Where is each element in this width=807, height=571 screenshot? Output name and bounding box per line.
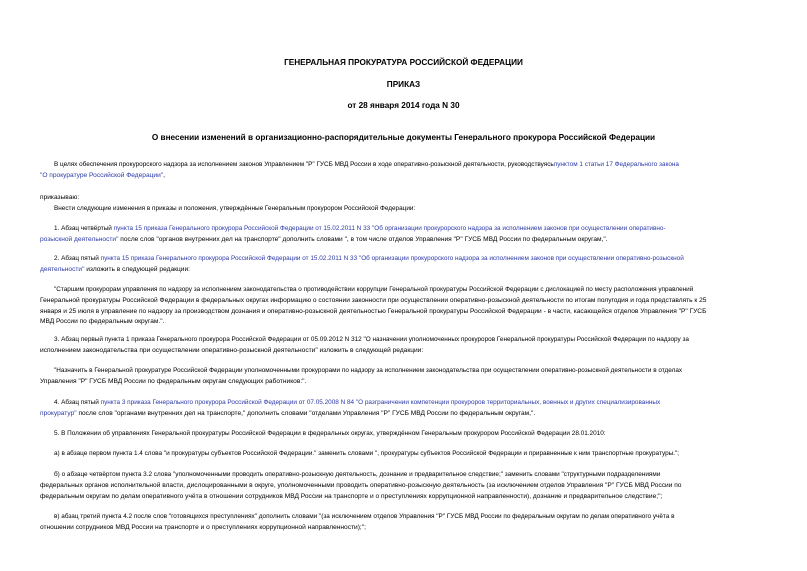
preamble-line	[40, 171, 772, 182]
item-4-link-part1[interactable]: пункта 3 приказа Генерального прокурора Российской Федерации от 07.05.2008 N 84 "О разграничении компетенции прокуроров территориальных, военных и других специализированных	[100, 399, 661, 406]
order-word	[40, 193, 772, 204]
item-5c-paragraph	[40, 512, 772, 534]
date-number-heading: от 28 января 2014 года N 30	[347, 101, 460, 110]
item-4-text: 4. Абзац пятый	[54, 399, 101, 406]
law-link-part2[interactable]: "О прокуратуре Российской Федерации"	[40, 171, 164, 179]
item-1-text-end: после слов "органов внутренних дел на транспорте" дополнить словами ", в том числе отделов Управления "Р" ГУСБ МВД России по федеральным округам,".	[118, 235, 608, 243]
order-text: приказываю:	[40, 194, 80, 201]
item-5a-text: а) в абзаце первом пункта 1.4 слова "и прокуратуры субъектов Российской Федерации." заменить словами ", прокуратуры субъектов Российской Федерации и приравненные к ним транспортные прокуратуры.";	[54, 450, 680, 457]
intro-paragraph	[40, 204, 772, 215]
item-4-line	[40, 398, 772, 409]
item-4-line	[40, 409, 772, 420]
item-2-link-part1[interactable]: пункта 15 приказа Генерального прокурора Российской Федерации от 15.02.2011 N 33 "Об организации прокурорского надзора за исполнением законов при осуществлении оперативно-розыскной	[100, 255, 684, 262]
item-5b-line: федеральных органов исполнительной власти, дислоцированными в округе, уполномоченными проводить оперативно-розыскную деятельность (за исключением отделов Управления "Р" ГУСБ МВД России по	[40, 481, 682, 489]
quote-line: "Старшим прокурорам управления по надзору за исполнением законодательства о противодействии коррупции Генеральной прокуратуры Российской Федерации с дислокацией по месту расположения управлений	[54, 286, 694, 293]
item-5c-line: отношении сотрудников МВД России на транспорте и о преступлениях коррупционной направленности);";	[40, 523, 366, 531]
item-5a-paragraph	[40, 449, 772, 460]
item-4-link-part2[interactable]: прокуратур"	[40, 409, 77, 417]
item-1-paragraph	[40, 224, 772, 246]
doc-type-heading: ПРИКАЗ	[386, 80, 421, 89]
item-5b-paragraph	[40, 470, 772, 502]
item-4-text-end: после слов "органами внутренних дел на транспорте," дополнить словами "отделами Управления "Р" ГУСБ МВД России по федеральным округам,".	[76, 409, 536, 417]
item-3-paragraph	[40, 335, 772, 357]
document-title: О внесении изменений в организационно-распорядительные документы Генерального прокурора Российской Федерации	[151, 133, 656, 142]
item-5c-line: в) абзац третий пункта 4.2 после слов "готовящихся преступлениях" дополнить словами "(за исключением отделов Управления "Р" ГУСБ МВД России по федеральным округам по делам оперативного учёта в	[54, 513, 675, 520]
item-3-line: 3. Абзац первый пункта 1 приказа Генерального прокурора Российской Федерации от 05.09.2012 N 312 "О назначении уполномоченных прокуроров Генеральной прокуратуры Российской Федерации по надзору за	[54, 336, 689, 343]
law-link-part1[interactable]: пунктом 1 статьи 17 Федерального закона	[553, 161, 679, 168]
intro-text: Внести следующие изменения в приказы и положения, утверждённые Генеральным прокурором Российской Федерации:	[54, 205, 416, 212]
item-3-quote	[40, 366, 772, 388]
item-1-line	[40, 224, 772, 235]
item-3-line: исполнением законодательства при осуществлении оперативно-розыскной деятельности" изложить в следующей редакции:	[40, 346, 424, 354]
quote-line: "Назначить в Генеральной прокуратуре Российской Федерации уполномоченными прокурорами по надзору за исполнением законодательства при осуществлении оперативно-розыскной деятельности в отделах	[54, 367, 683, 374]
preamble-line	[40, 160, 772, 171]
item-2-quote	[40, 285, 772, 328]
item-2-paragraph	[40, 254, 772, 276]
item-5b-line: федеральным округам по делам оперативного учёта в отношении сотрудников МВД России на транспорте и о преступлениях коррупционной направленности), дознание и предварительное следствие;";	[40, 492, 663, 500]
preamble-text: В целях обеспечения прокурорского надзора за исполнением законов Управлением "Р" ГУСБ МВД России в ходе оперативно-розыскной деятельности, руководствуясь	[54, 161, 554, 168]
item-2-line	[40, 265, 772, 276]
item-5-text: 5. В Положении об управлениях Генеральной прокуратуры Российской Федерации в федеральных округах, утверждённом Генеральным прокурором Российской Федерации 28.01.2010:	[54, 430, 606, 437]
preamble-text-end: ,	[163, 171, 165, 179]
item-5-paragraph	[40, 429, 772, 440]
item-1-link-part2[interactable]: розыскной деятельности"	[40, 235, 119, 243]
item-2-text-end: изложить в следующей редакции:	[84, 265, 190, 273]
item-5b-line: б) о абзаце четвёртом пункта 3.2 слова "уполномоченными проводить оперативно-розыскную деятельность, дознание и предварительное следствие;" заменить словами "структурными подразделениями	[54, 471, 661, 478]
quote-line: Управления "Р" ГУСБ МВД России по федеральным округам следующих работников:".	[40, 377, 307, 385]
quote-line: января и 25 июля в управление по надзору за производством дознания и оперативно-розыскной деятельностью Генеральной прокуратуры Российской Федерации - в части, касающейся отделов Управления "Р" ГУСБ	[40, 307, 707, 315]
quote-line: Генеральной прокуратуры Российской Федерации в федеральных округах информацию о состоянии законности при осуществлении оперативно-розыскной деятельности по итогам полугодия и года представлять к 25	[40, 296, 707, 304]
item-2-link-part2[interactable]: деятельности"	[40, 265, 85, 273]
preamble-paragraph	[40, 160, 772, 182]
item-2-line	[40, 254, 772, 265]
item-4-paragraph	[40, 398, 772, 420]
item-1-link-part1[interactable]: пункта 15 приказа Генерального прокурора Российской Федерации от 15.02.2011 N 33 "Об организации прокурорского надзора за исполнением законов при осуществлении оперативно-	[113, 225, 666, 232]
item-2-text: 2. Абзац пятый	[54, 255, 101, 262]
item-1-line	[40, 235, 772, 246]
quote-line: МВД России по федеральным округам.".	[40, 318, 165, 326]
item-1-text: 1. Абзац четвёртый	[54, 225, 114, 232]
org-heading: ГЕНЕРАЛЬНАЯ ПРОКУРАТУРА РОССИЙСКОЙ ФЕДЕРАЦИИ	[284, 58, 523, 67]
